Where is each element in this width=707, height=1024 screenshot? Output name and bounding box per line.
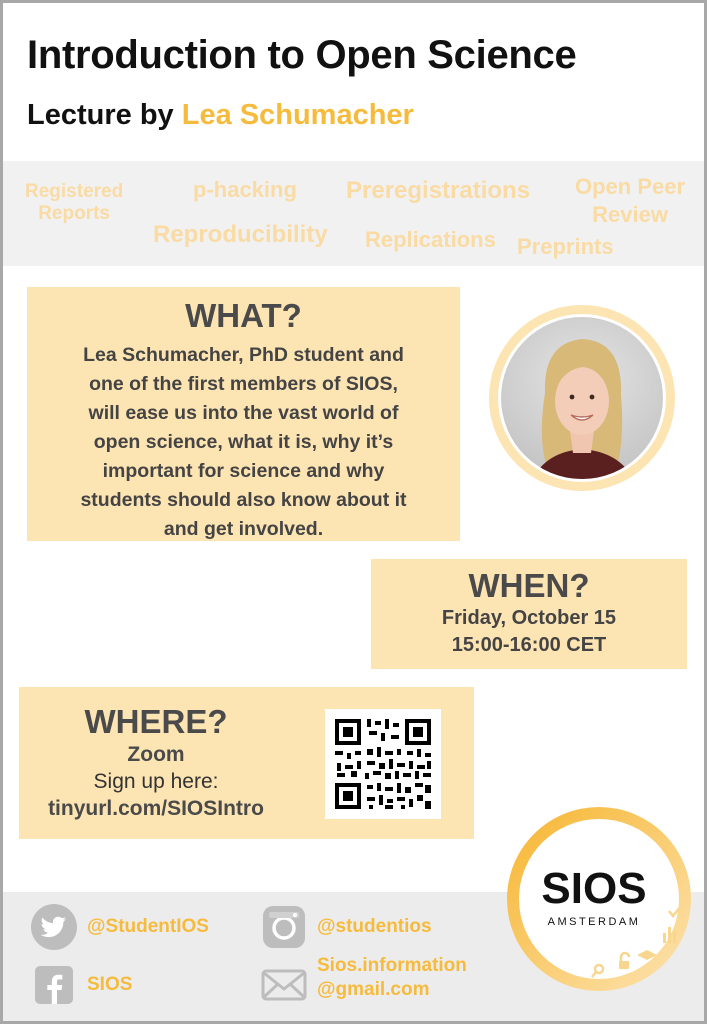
qr-code-icon[interactable] [325,709,441,819]
instagram-icon [261,904,307,950]
speaker-name: Lea Schumacher [181,99,414,131]
where-heading: WHERE? [84,703,228,740]
platform-name: Zoom [127,743,185,766]
keywords-band [3,161,704,266]
event-date: Friday, October 15 [441,607,617,629]
email-address: Sios.information @gmail.com [317,955,467,1000]
twitter-icon [31,904,77,950]
poster-title: Introduction to Open Science [27,33,577,77]
instagram-link[interactable] [261,904,432,950]
keyword-registered-reports: Registered Reports [25,181,124,224]
facebook-name: SIOS [87,974,133,995]
signup-label: Sign up here: [93,770,219,793]
logo-name: SIOS [541,864,647,913]
keyword-preregistrations: Preregistrations [346,177,531,204]
facebook-icon [31,962,77,1008]
twitter-link[interactable] [31,904,209,950]
what-heading: WHAT? [185,297,302,334]
when-heading: WHEN? [468,567,590,604]
keyword-replications: Replications [365,227,496,252]
subtitle-prefix: Lecture by [27,99,174,131]
what-description: Lea Schumacher, PhD student and one of the first members of SIOS, will ease us into the vast world of open science, what it is, why it’s important for science and why students should also know about it and get involved. [80,344,407,540]
email-link[interactable] [261,955,467,1008]
instagram-handle: @studentios [317,916,432,937]
when-box [371,559,687,669]
signup-link[interactable]: tinyurl.com/SIOSIntro [48,797,264,820]
poster-subtitle [27,99,414,132]
keyword-p-hacking: p-hacking [193,177,297,202]
sios-logo [503,803,695,995]
keyword-reproducibility: Reproducibility [153,221,328,248]
event-time: 15:00-16:00 CET [451,634,607,656]
what-box [27,287,460,541]
where-box [19,687,474,839]
facebook-link[interactable] [31,962,132,1008]
keyword-preprints: Preprints [517,234,614,259]
keyword-open-peer-review: Open Peer Review [575,174,686,227]
mail-icon [261,962,307,1008]
twitter-handle: @StudentIOS [87,916,209,937]
speaker-photo [475,303,693,493]
logo-city: AMSTERDAM [547,916,641,928]
